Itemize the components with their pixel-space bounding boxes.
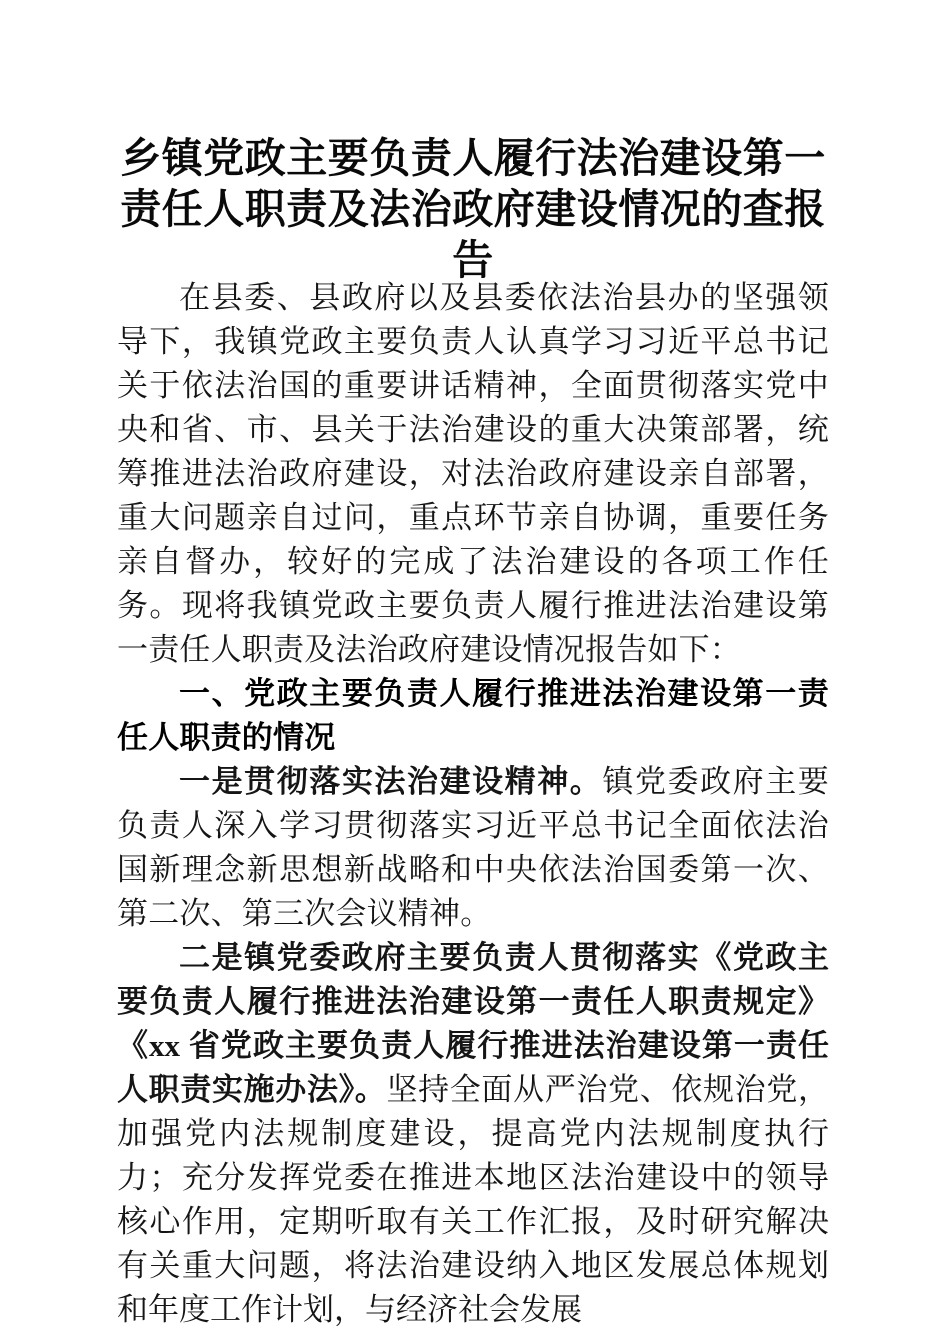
- paragraph-point-2-rest: 坚持全面从严治党、依规治党，加强党内法规制度建设，提高党内法规制度执行力；充分发挥党委在推进本地区法治建设中的领导核心作用，定期听取有关工作汇报，及时研究解决有关重大问题，将法治建设纳入地区发展总体规划和年度工作计划，与经济社会发展: [117, 1072, 830, 1327]
- paragraph-point-2-lead: 二是镇党委政府主要负责人贯彻落实《党政主要负责人履行推进法治建设第一责任人职责规定》《xx 省党政主要负责人履行推进法治建设第一责任人职责实施办法》。: [117, 940, 829, 1107]
- paragraph-point-1-lead: 一是贯彻落实法治建设精神。: [179, 764, 603, 799]
- paragraph-point-2: [117, 936, 829, 1332]
- paragraph-point-1: [117, 760, 829, 936]
- paragraph-point-1-rest: 镇党委政府主要负责人深入学习贯彻落实习近平总书记全面依法治国新理念新思想新战略和中央依法治国委第一次、第二次、第三次会议精神。: [117, 764, 829, 931]
- document-title: 乡镇党政主要负责人履行法治建设第一责任人职责及法治政府建设情况的查报告: [120, 135, 826, 283]
- paragraph-intro: 在县委、县政府以及县委依法治县办的坚强领导下，我镇党政主要负责人认真学习习近平总书记关于依法治国的重要讲话精神，全面贯彻落实党中央和省、市、县关于法治建设的重大决策部署，统筹推进法治政府建设，对法治政府建设亲自部署，重大问题亲自过问，重点环节亲自协调，重要任务亲自督办，较好的完成了法治建设的各项工作任务。现将我镇党政主要负责人履行推进法治建设第一责任人职责及法治政府建设情况报告如下：: [117, 280, 829, 667]
- section-heading-1: 一、党政主要负责人履行推进法治建设第一责任人职责的情况: [117, 676, 829, 755]
- document-body: [117, 276, 829, 1332]
